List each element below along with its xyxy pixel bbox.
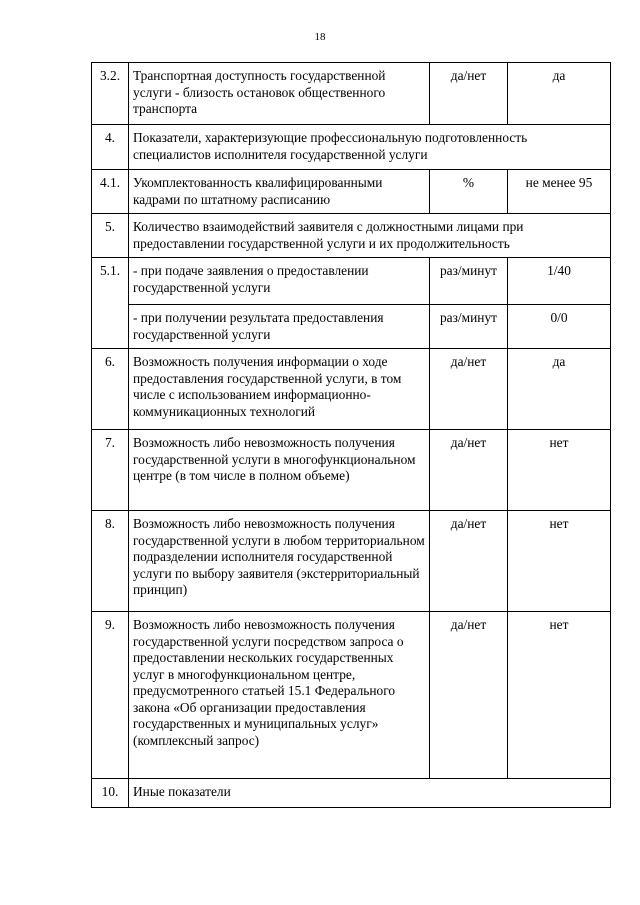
table-row <box>92 305 611 349</box>
indicator-unit: раз/минут <box>430 258 508 305</box>
table-row <box>92 170 611 214</box>
table-row <box>92 258 611 305</box>
row-number: 8. <box>92 511 129 612</box>
indicator-unit: % <box>430 170 508 214</box>
indicator-text: Транспортная доступность государственной услуги - близость остановок общественного транспорта <box>129 63 430 125</box>
indicator-value: нет <box>508 430 611 511</box>
indicator-value: да <box>508 63 611 125</box>
indicator-unit: да/нет <box>430 511 508 612</box>
row-number: 4.1. <box>92 170 129 214</box>
indicator-value: нет <box>508 612 611 779</box>
row-number: 4. <box>92 125 129 170</box>
indicator-text: Возможность либо невозможность получения государственной услуги в многофункциональном центре (в том числе в полном объеме) <box>129 430 430 511</box>
indicator-value: 1/40 <box>508 258 611 305</box>
indicator-text: - при получении результата предоставления государственной услуги <box>129 305 430 349</box>
table-row <box>92 214 611 258</box>
table-row <box>92 779 611 808</box>
table-row <box>92 349 611 430</box>
indicator-text: Возможность либо невозможность получения государственной услуги в любом территориальном подразделении исполнителя государственной услуги по выбору заявителя (экстерриториальный принцип) <box>129 511 430 612</box>
table-row <box>92 430 611 511</box>
section-heading: Количество взаимодействий заявителя с должностными лицами при предоставлении государственной услуги и их продолжительность <box>129 214 611 258</box>
indicator-unit: да/нет <box>430 430 508 511</box>
row-number: 10. <box>92 779 129 808</box>
indicator-text: - при подаче заявления о предоставлении государственной услуги <box>129 258 430 305</box>
row-number: 5. <box>92 214 129 258</box>
indicator-value: 0/0 <box>508 305 611 349</box>
indicator-value: да <box>508 349 611 430</box>
table-row <box>92 511 611 612</box>
page-number: 18 <box>314 31 326 43</box>
section-heading: Показатели, характеризующие профессиональную подготовленность специалистов исполнителя государственной услуги <box>129 125 611 170</box>
row-number: 6. <box>92 349 129 430</box>
row-number: 9. <box>92 612 129 779</box>
row-number: 7. <box>92 430 129 511</box>
row-number: 3.2. <box>92 63 129 125</box>
indicator-text: Возможность получения информации о ходе предоставления государственной услуги, в том числе с использованием информационно-коммуникационных технологий <box>129 349 430 430</box>
indicator-unit: да/нет <box>430 349 508 430</box>
indicator-unit: да/нет <box>430 63 508 125</box>
indicator-value: нет <box>508 511 611 612</box>
row-number: 5.1. <box>92 258 129 349</box>
section-heading: Иные показатели <box>129 779 611 808</box>
indicator-text: Возможность либо невозможность получения государственной услуги посредством запроса о предоставлении нескольких государственных услуг в многофункциональном центре, предусмотренного статьей 15.1 Федерального закона «Об организации предоставления государственных и муниципальных услуг» (комплексный запрос) <box>129 612 430 779</box>
indicators-table <box>91 62 611 808</box>
table-row <box>92 63 611 125</box>
table-row <box>92 125 611 170</box>
indicator-unit: раз/минут <box>430 305 508 349</box>
indicator-text: Укомплектованность квалифицированными кадрами по штатному расписанию <box>129 170 430 214</box>
indicator-value: не менее 95 <box>508 170 611 214</box>
table-row <box>92 612 611 779</box>
indicator-unit: да/нет <box>430 612 508 779</box>
